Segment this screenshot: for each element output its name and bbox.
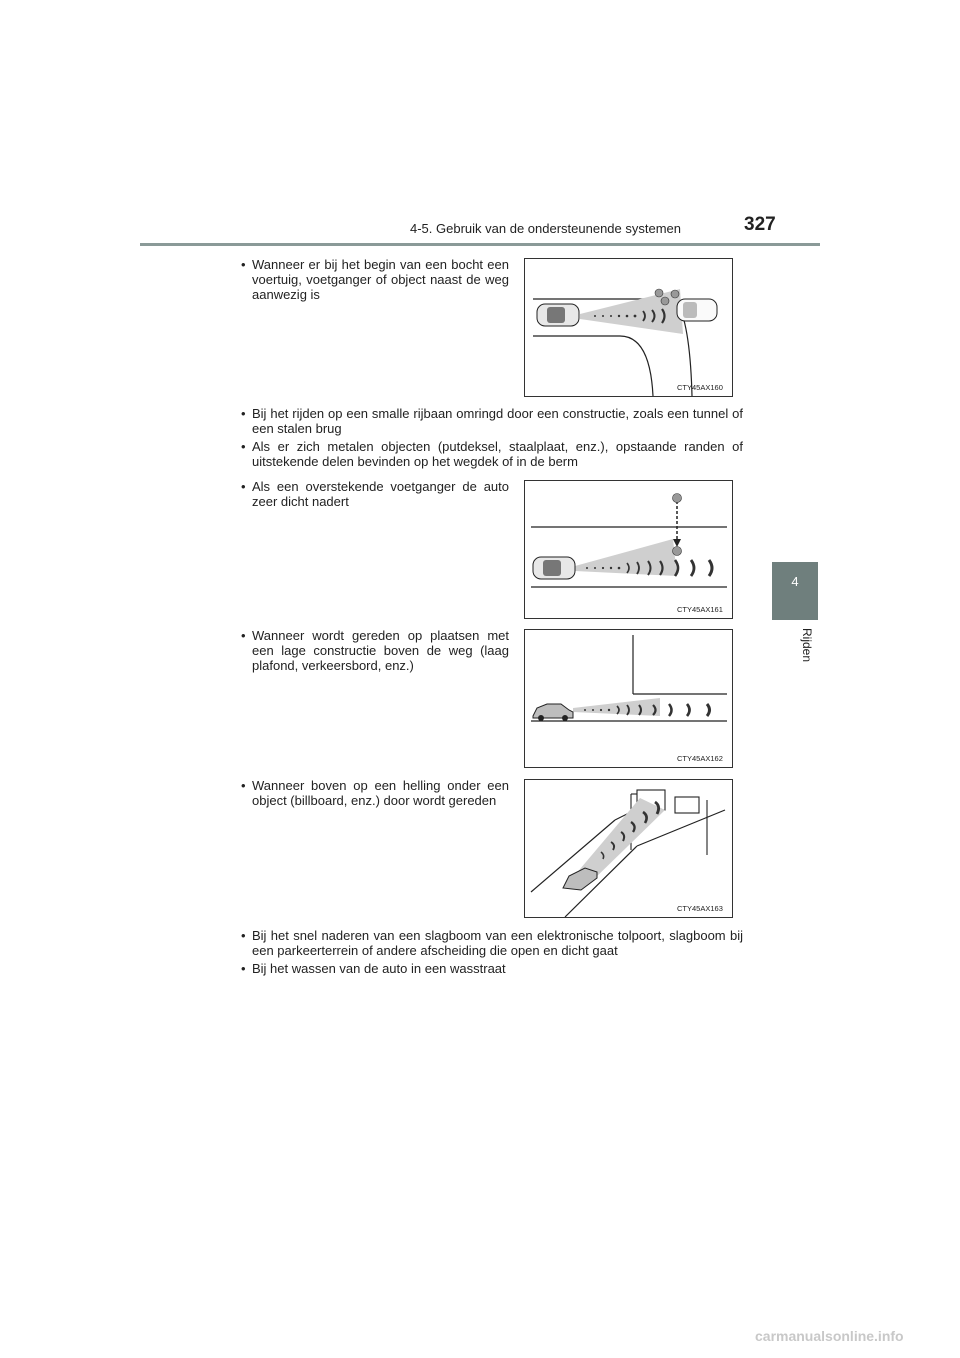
own-car-icon — [537, 304, 579, 326]
figure-low-structure — [524, 629, 733, 768]
list-item — [241, 479, 509, 509]
bullet-mark: • — [241, 479, 246, 494]
chapter-label: Rijden — [800, 628, 814, 663]
list-item-text: Wanneer boven op een helling onder een object (billboard, enz.) door wordt gereden — [252, 778, 509, 808]
bullet-mark: • — [241, 406, 246, 421]
bullet-mark: • — [241, 928, 246, 943]
figure-code: CTY45AX162 — [677, 754, 723, 763]
list-item — [241, 257, 509, 302]
list-item — [241, 961, 743, 976]
bullet-mark: • — [241, 778, 246, 793]
figure-curve-object — [524, 258, 733, 397]
list-item-text: Wanneer wordt gereden op plaatsen met een lage constructie boven de weg (laag plafond, verkeersbord, enz.) — [252, 628, 509, 673]
figure-code: CTY45AX160 — [677, 383, 723, 392]
slope-billboard-illustration — [525, 780, 732, 917]
list-item — [241, 778, 509, 808]
figure-crossing-pedestrian — [524, 480, 733, 619]
bullet-mark: • — [241, 439, 246, 454]
list-item — [241, 439, 743, 469]
list-item-text: Als er zich metalen objecten (putdeksel, staalplaat, enz.), opstaande randen of uitstekende delen bevinden op het wegdek of in de berm — [252, 439, 743, 469]
curve-illustration — [525, 259, 732, 396]
own-car-icon — [563, 868, 597, 890]
figure-slope-billboard — [524, 779, 733, 918]
bullet-mark: • — [241, 628, 246, 643]
list-item-text: Wanneer er bij het begin van een bocht een voertuig, voetganger of object naast de weg aanwezig is — [252, 257, 509, 302]
parked-car-icon — [677, 299, 717, 321]
watermark: carmanualsonline.info — [755, 1328, 904, 1344]
list-item-text: Bij het snel naderen van een slagboom van een elektronische tolpoort, slagboom bij een parkeerterrein of andere afscheiding die open en dicht gaat — [252, 928, 743, 958]
pedestrian-icon — [673, 494, 682, 556]
list-item-text: Bij het wassen van de auto in een wasstraat — [252, 961, 506, 976]
chapter-tab — [772, 562, 818, 620]
figure-code: CTY45AX161 — [677, 605, 723, 614]
own-car-icon — [533, 704, 573, 721]
bullet-mark: • — [241, 257, 246, 272]
page-number: 327 — [744, 214, 776, 235]
figure-code: CTY45AX163 — [677, 904, 723, 913]
list-item — [241, 628, 509, 673]
section-title: 4-5. Gebruik van de ondersteunende systemen — [410, 221, 682, 236]
list-item — [241, 406, 743, 436]
list-item-text: Als een overstekende voetganger de auto zeer dicht nadert — [252, 479, 509, 509]
list-item-text: Bij het rijden op een smalle rijbaan omringd door een constructie, zoals een tunnel of een stalen brug — [252, 406, 743, 436]
list-item — [241, 928, 743, 958]
chapter-number: 4 — [791, 574, 799, 589]
bullet-mark: • — [241, 961, 246, 976]
header-rule — [140, 243, 820, 246]
pedestrian-illustration — [525, 481, 732, 618]
own-car-icon — [533, 557, 575, 579]
low-structure-illustration — [525, 630, 732, 767]
